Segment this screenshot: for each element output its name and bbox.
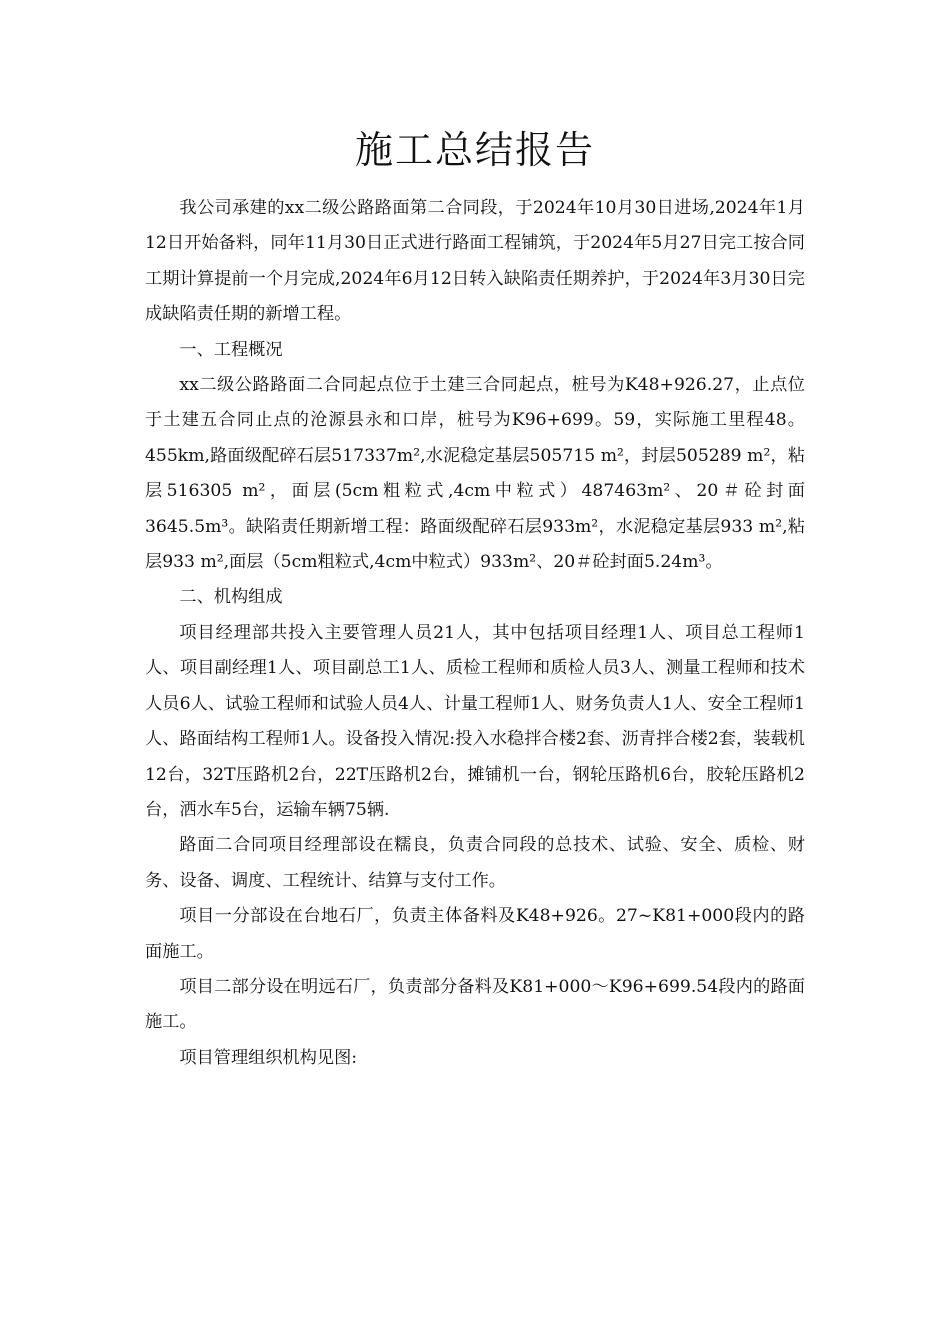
- document-title: 施工总结报告: [354, 128, 595, 172]
- branch-one-paragraph: 项目一分部设在台地石厂，负责主体备料及K48+926。27~K81+000段内的路面施工。: [145, 906, 805, 962]
- overview-paragraph: xx二级公路路面二合同起点位于土建三合同起点，桩号为K48+926.27，止点位于土建五合同止点的沧源县永和口岸，桩号为K96+699。59，实际施工里程48。455km,路面级配碎石层517337m²,水泥稳定基层505715 m²，封层505289 m²，粘层516305 m²，面层(5cm粗粒式,4cm中粒式）487463m²、20＃砼封面3645.5m³。缺陷责任期新增工程：路面级配碎石层933m²，水泥稳定基层933 m²,粘层933 m²,面层（5cm粗粒式,4cm中粒式）933m²、20＃砼封面5.24m³。: [145, 375, 805, 573]
- main-office-paragraph: 路面二合同项目经理部设在糯良，负责合同段的总技术、试验、安全、质检、财务、设备、调度、工程统计、结算与支付工作。: [145, 835, 805, 891]
- section-heading-organization: 二、机构组成: [179, 587, 283, 608]
- org-chart-caption: 项目管理组织机构见图:: [179, 1047, 358, 1068]
- organization-paragraph: 项目经理部共投入主要管理人员21人，其中包括项目经理1人、项目总工程师1人、项目副经理1人、项目副总工1人、质检工程师和质检人员3人、测量工程师和技术人员6人、试验工程师和试验人员4人、计量工程师1人、财务负责人1人、安全工程师1人、路面结构工程师1人。设备投入情况:投入水稳拌合楼2套、沥青拌合楼2套，装载机12台，32T压路机2台，22T压路机2台，摊铺机一台，钢轮压路机6台，胶轮压路机2台，洒水车5台，运输车辆75辆.: [145, 622, 805, 820]
- document-body: [145, 191, 805, 1076]
- intro-paragraph: 我公司承建的xx二级公路路面第二合同段，于2024年10月30日进场,2024年1月12日开始备料，同年11月30日正式进行路面工程铺筑，于2024年5月27日完工按合同工期计算提前一个月完成,2024年6月12日转入缺陷责任期养护，于2024年3月30日完成缺陷责任期的新增工程。: [145, 198, 805, 325]
- branch-two-paragraph: 项目二部分设在明远石厂，负责部分备料及K81+000～K96+699.54段内的路面施工。: [145, 976, 805, 1033]
- section-heading-overview: 一、工程概况: [179, 339, 283, 360]
